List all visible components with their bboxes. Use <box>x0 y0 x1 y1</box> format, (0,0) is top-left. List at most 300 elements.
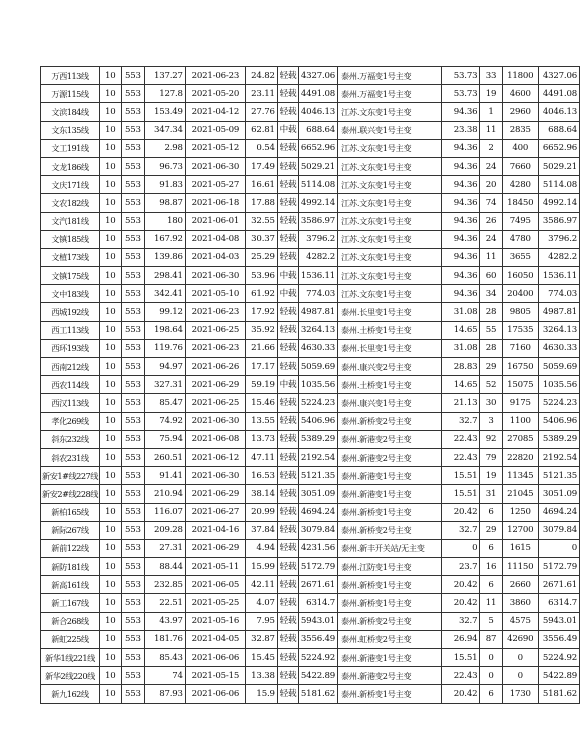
current-cell: 91.83 <box>145 176 186 194</box>
user-count-cell: 2 <box>480 139 502 157</box>
current-cell: 98.87 <box>145 194 186 212</box>
date-cell: 2021-06-26 <box>185 358 245 376</box>
load-rate-cell: 17.17 <box>246 358 278 376</box>
date-cell: 2021-06-25 <box>185 321 245 339</box>
transformer-cell: 泰州.新港变2号主变 <box>338 667 442 685</box>
rating-cell: 553 <box>121 157 145 175</box>
transformer-cell: 泰州.新桥变2号主变 <box>338 412 442 430</box>
load-status-cell: 中载 <box>277 121 298 139</box>
user-count-cell: 28 <box>480 303 502 321</box>
available-cell: 4282.2 <box>538 248 579 266</box>
transformer-cell: 泰州.虹桥变2号主变 <box>338 630 442 648</box>
available-cell: 5422.89 <box>538 667 579 685</box>
load-status-cell: 轻载 <box>277 230 298 248</box>
capacity-cell: 1250 <box>502 503 538 521</box>
user-count-cell: 24 <box>480 230 502 248</box>
current-cell: 96.73 <box>145 157 186 175</box>
line-name-cell: 文中183线 <box>41 285 100 303</box>
load-status-cell: 轻载 <box>277 612 298 630</box>
transformer-cell: 江苏.文东变1号主变 <box>338 248 442 266</box>
rating-cell: 553 <box>121 339 145 357</box>
capacity-cell: 4600 <box>502 85 538 103</box>
table-row <box>41 358 580 376</box>
margin-cell: 2671.61 <box>299 576 338 594</box>
margin-cell: 5059.69 <box>299 358 338 376</box>
date-cell: 2021-06-06 <box>185 649 245 667</box>
table-row <box>41 649 580 667</box>
table-row <box>41 339 580 357</box>
available-cell: 2192.54 <box>538 448 579 466</box>
rating-cell: 553 <box>121 103 145 121</box>
user-count-cell: 74 <box>480 194 502 212</box>
current-cell: 260.51 <box>145 448 186 466</box>
load-rate-cell: 7.95 <box>246 612 278 630</box>
capacity-cell: 27085 <box>502 430 538 448</box>
available-cell: 5389.29 <box>538 430 579 448</box>
transformer-cell: 泰州.新丰开关站/无主变 <box>338 539 442 557</box>
margin-cell: 3079.84 <box>299 521 338 539</box>
transformer-cell: 江苏.文东变1号主变 <box>338 212 442 230</box>
voltage-cell: 10 <box>99 67 121 85</box>
date-cell: 2021-06-27 <box>185 503 245 521</box>
voltage-cell: 10 <box>99 285 121 303</box>
transformer-load-cell: 32.7 <box>441 521 480 539</box>
capacity-cell: 7495 <box>502 212 538 230</box>
load-rate-cell: 20.99 <box>246 503 278 521</box>
load-status-cell: 轻载 <box>277 594 298 612</box>
line-name-cell: 新虹225线 <box>41 630 100 648</box>
line-name-cell: 孝化269线 <box>41 412 100 430</box>
user-count-cell: 30 <box>480 394 502 412</box>
voltage-cell: 10 <box>99 685 121 703</box>
available-cell: 4630.33 <box>538 339 579 357</box>
user-count-cell: 29 <box>480 521 502 539</box>
margin-cell: 5121.35 <box>299 467 338 485</box>
transformer-load-cell: 14.65 <box>441 376 480 394</box>
capacity-cell: 9805 <box>502 303 538 321</box>
table-row <box>41 630 580 648</box>
user-count-cell: 11 <box>480 121 502 139</box>
date-cell: 2021-06-06 <box>185 685 245 703</box>
voltage-cell: 10 <box>99 412 121 430</box>
transformer-cell: 泰州.新桥变1号主变 <box>338 685 442 703</box>
user-count-cell: 33 <box>480 67 502 85</box>
user-count-cell: 92 <box>480 430 502 448</box>
table-row <box>41 594 580 612</box>
transformer-load-cell: 0 <box>441 539 480 557</box>
table-row <box>41 485 580 503</box>
table-row <box>41 230 580 248</box>
capacity-cell: 400 <box>502 139 538 157</box>
load-rate-cell: 21.66 <box>246 339 278 357</box>
load-status-cell: 轻载 <box>277 467 298 485</box>
rating-cell: 553 <box>121 376 145 394</box>
transformer-load-cell: 94.36 <box>441 176 480 194</box>
margin-cell: 3264.13 <box>299 321 338 339</box>
load-status-cell: 轻载 <box>277 103 298 121</box>
margin-cell: 5943.01 <box>299 612 338 630</box>
date-cell: 2021-05-09 <box>185 121 245 139</box>
transformer-load-cell: 15.51 <box>441 467 480 485</box>
transformer-cell: 泰州.新桥变1号主变 <box>338 594 442 612</box>
date-cell: 2021-04-05 <box>185 630 245 648</box>
rating-cell: 553 <box>121 139 145 157</box>
date-cell: 2021-06-08 <box>185 430 245 448</box>
load-rate-cell: 16.61 <box>246 176 278 194</box>
date-cell: 2021-06-23 <box>185 339 245 357</box>
load-status-cell: 轻载 <box>277 321 298 339</box>
voltage-cell: 10 <box>99 248 121 266</box>
transformer-cell: 泰州.新桥变1号主变 <box>338 503 442 521</box>
margin-cell: 4992.14 <box>299 194 338 212</box>
date-cell: 2021-06-05 <box>185 576 245 594</box>
table-row <box>41 448 580 466</box>
line-name-cell: 新际267线 <box>41 521 100 539</box>
user-count-cell: 60 <box>480 267 502 285</box>
user-count-cell: 79 <box>480 448 502 466</box>
user-count-cell: 34 <box>480 285 502 303</box>
rating-cell: 553 <box>121 430 145 448</box>
date-cell: 2021-06-29 <box>185 539 245 557</box>
transformer-cell: 泰州.新港变1号主变 <box>338 485 442 503</box>
available-cell: 5224.92 <box>538 649 579 667</box>
rating-cell: 553 <box>121 558 145 576</box>
voltage-cell: 10 <box>99 448 121 466</box>
user-count-cell: 0 <box>480 649 502 667</box>
available-cell: 4327.06 <box>538 67 579 85</box>
load-status-cell: 轻载 <box>277 67 298 85</box>
rating-cell: 553 <box>121 448 145 466</box>
user-count-cell: 26 <box>480 212 502 230</box>
transformer-load-cell: 22.43 <box>441 448 480 466</box>
transformer-cell: 泰州.土桥变1号主变 <box>338 376 442 394</box>
rating-cell: 553 <box>121 212 145 230</box>
current-cell: 27.31 <box>145 539 186 557</box>
load-status-cell: 轻载 <box>277 176 298 194</box>
rating-cell: 553 <box>121 630 145 648</box>
user-count-cell: 20 <box>480 176 502 194</box>
transformer-load-cell: 94.36 <box>441 285 480 303</box>
line-name-cell: 新高161线 <box>41 576 100 594</box>
line-name-cell: 斜农231线 <box>41 448 100 466</box>
capacity-cell: 2960 <box>502 103 538 121</box>
current-cell: 298.41 <box>145 267 186 285</box>
table-row <box>41 430 580 448</box>
rating-cell: 553 <box>121 194 145 212</box>
current-cell: 2.98 <box>145 139 186 157</box>
capacity-cell: 4780 <box>502 230 538 248</box>
available-cell: 4491.08 <box>538 85 579 103</box>
rating-cell: 553 <box>121 85 145 103</box>
date-cell: 2021-06-30 <box>185 412 245 430</box>
available-cell: 3079.84 <box>538 521 579 539</box>
user-count-cell: 16 <box>480 558 502 576</box>
date-cell: 2021-06-23 <box>185 67 245 85</box>
table-row <box>41 67 580 85</box>
user-count-cell: 11 <box>480 594 502 612</box>
transformer-load-cell: 20.42 <box>441 503 480 521</box>
line-name-cell: 文农182线 <box>41 194 100 212</box>
transformer-load-cell: 94.36 <box>441 212 480 230</box>
rating-cell: 553 <box>121 248 145 266</box>
table-row <box>41 285 580 303</box>
current-cell: 22.51 <box>145 594 186 612</box>
voltage-cell: 10 <box>99 485 121 503</box>
available-cell: 5059.69 <box>538 358 579 376</box>
available-cell: 3264.13 <box>538 321 579 339</box>
load-status-cell: 轻载 <box>277 339 298 357</box>
capacity-cell: 1615 <box>502 539 538 557</box>
table-row <box>41 503 580 521</box>
load-status-cell: 轻载 <box>277 649 298 667</box>
transformer-load-cell: 26.94 <box>441 630 480 648</box>
load-rate-cell: 15.46 <box>246 394 278 412</box>
line-name-cell: 文东135线 <box>41 121 100 139</box>
transformer-cell: 泰州.联兴变1号主变 <box>338 121 442 139</box>
load-rate-cell: 62.81 <box>246 121 278 139</box>
rating-cell: 553 <box>121 285 145 303</box>
date-cell: 2021-06-29 <box>185 376 245 394</box>
capacity-cell: 42690 <box>502 630 538 648</box>
load-rate-cell: 15.99 <box>246 558 278 576</box>
current-cell: 75.94 <box>145 430 186 448</box>
current-cell: 116.07 <box>145 503 186 521</box>
voltage-cell: 10 <box>99 467 121 485</box>
load-status-cell: 中载 <box>277 376 298 394</box>
capacity-cell: 11150 <box>502 558 538 576</box>
margin-cell: 5029.21 <box>299 157 338 175</box>
margin-cell: 5114.08 <box>299 176 338 194</box>
margin-cell: 688.64 <box>299 121 338 139</box>
transformer-load-cell: 15.51 <box>441 649 480 667</box>
transformer-cell: 江苏.文东变1号主变 <box>338 139 442 157</box>
line-name-cell: 文工191线 <box>41 139 100 157</box>
transformer-load-cell: 94.36 <box>441 194 480 212</box>
line-name-cell: 新合268线 <box>41 612 100 630</box>
available-cell: 3051.09 <box>538 485 579 503</box>
current-cell: 74.92 <box>145 412 186 430</box>
margin-cell: 2192.54 <box>299 448 338 466</box>
line-name-cell: 西环193线 <box>41 339 100 357</box>
margin-cell: 5406.96 <box>299 412 338 430</box>
margin-cell: 3051.09 <box>299 485 338 503</box>
load-status-cell: 轻载 <box>277 576 298 594</box>
line-name-cell: 万源115线 <box>41 85 100 103</box>
table-row <box>41 467 580 485</box>
capacity-cell: 17535 <box>502 321 538 339</box>
load-rate-cell: 15.9 <box>246 685 278 703</box>
table-row <box>41 558 580 576</box>
transformer-cell: 泰州.新港变1号主变 <box>338 649 442 667</box>
transformer-load-cell: 53.73 <box>441 67 480 85</box>
line-name-cell: 新九162线 <box>41 685 100 703</box>
transformer-cell: 泰州.新桥变1号主变 <box>338 576 442 594</box>
available-cell: 688.64 <box>538 121 579 139</box>
transformer-cell: 泰州.新港变2号主变 <box>338 448 442 466</box>
capacity-cell: 1100 <box>502 412 538 430</box>
load-status-cell: 轻载 <box>277 430 298 448</box>
transformer-cell: 江苏.文东变1号主变 <box>338 230 442 248</box>
margin-cell: 5224.23 <box>299 394 338 412</box>
date-cell: 2021-05-12 <box>185 139 245 157</box>
load-rate-cell: 17.92 <box>246 303 278 321</box>
current-cell: 137.27 <box>145 67 186 85</box>
current-cell: 232.85 <box>145 576 186 594</box>
user-count-cell: 11 <box>480 248 502 266</box>
load-rate-cell: 30.37 <box>246 230 278 248</box>
load-rate-cell: 37.84 <box>246 521 278 539</box>
user-count-cell: 3 <box>480 412 502 430</box>
load-rate-cell: 35.92 <box>246 321 278 339</box>
voltage-cell: 10 <box>99 121 121 139</box>
date-cell: 2021-05-16 <box>185 612 245 630</box>
capacity-cell: 22820 <box>502 448 538 466</box>
table-row <box>41 612 580 630</box>
margin-cell: 3556.49 <box>299 630 338 648</box>
line-name-cell: 新安2#线228线 <box>41 485 100 503</box>
current-cell: 153.49 <box>145 103 186 121</box>
capacity-cell: 0 <box>502 667 538 685</box>
current-cell: 198.64 <box>145 321 186 339</box>
date-cell: 2021-06-01 <box>185 212 245 230</box>
transformer-cell: 江苏.文东变1号主变 <box>338 194 442 212</box>
load-rate-cell: 53.96 <box>246 267 278 285</box>
transformer-cell: 泰州.长里变1号主变 <box>338 339 442 357</box>
available-cell: 774.03 <box>538 285 579 303</box>
current-cell: 180 <box>145 212 186 230</box>
transformer-load-cell: 94.36 <box>441 157 480 175</box>
line-name-cell: 文汽181线 <box>41 212 100 230</box>
date-cell: 2021-05-10 <box>185 285 245 303</box>
rating-cell: 553 <box>121 230 145 248</box>
transformer-cell: 泰州.新港变1号主变 <box>338 467 442 485</box>
margin-cell: 3796.2 <box>299 230 338 248</box>
transformer-cell: 泰州.土桥变1号主变 <box>338 321 442 339</box>
transformer-cell: 江苏.文东变1号主变 <box>338 285 442 303</box>
table-row <box>41 685 580 703</box>
user-count-cell: 1 <box>480 103 502 121</box>
load-rate-cell: 15.45 <box>246 649 278 667</box>
date-cell: 2021-04-16 <box>185 521 245 539</box>
table-row <box>41 248 580 266</box>
table-row <box>41 521 580 539</box>
margin-cell: 5172.79 <box>299 558 338 576</box>
table-row <box>41 139 580 157</box>
transformer-cell: 泰州.江防变1号主变 <box>338 558 442 576</box>
available-cell: 4046.13 <box>538 103 579 121</box>
margin-cell: 5181.62 <box>299 685 338 703</box>
capacity-cell: 20400 <box>502 285 538 303</box>
voltage-cell: 10 <box>99 630 121 648</box>
load-rate-cell: 32.87 <box>246 630 278 648</box>
rating-cell: 553 <box>121 412 145 430</box>
current-cell: 210.94 <box>145 485 186 503</box>
rating-cell: 553 <box>121 321 145 339</box>
voltage-cell: 10 <box>99 212 121 230</box>
margin-cell: 1035.56 <box>299 376 338 394</box>
load-rate-cell: 4.07 <box>246 594 278 612</box>
load-status-cell: 轻载 <box>277 503 298 521</box>
load-status-cell: 轻载 <box>277 212 298 230</box>
load-rate-cell: 59.19 <box>246 376 278 394</box>
transformer-cell: 泰州.长里变1号主变 <box>338 303 442 321</box>
transformer-load-cell: 15.51 <box>441 485 480 503</box>
available-cell: 6314.7 <box>538 594 579 612</box>
transformer-load-cell: 94.36 <box>441 267 480 285</box>
transformer-load-cell: 31.08 <box>441 339 480 357</box>
rating-cell: 553 <box>121 649 145 667</box>
load-status-cell: 中载 <box>277 267 298 285</box>
rating-cell: 553 <box>121 303 145 321</box>
table-row <box>41 394 580 412</box>
load-status-cell: 轻载 <box>277 248 298 266</box>
user-count-cell: 19 <box>480 467 502 485</box>
date-cell: 2021-06-30 <box>185 267 245 285</box>
load-status-cell: 轻载 <box>277 157 298 175</box>
voltage-cell: 10 <box>99 539 121 557</box>
available-cell: 5943.01 <box>538 612 579 630</box>
user-count-cell: 5 <box>480 612 502 630</box>
date-cell: 2021-05-27 <box>185 176 245 194</box>
capacity-cell: 0 <box>502 649 538 667</box>
margin-cell: 4231.56 <box>299 539 338 557</box>
voltage-cell: 10 <box>99 157 121 175</box>
date-cell: 2021-06-30 <box>185 157 245 175</box>
capacity-cell: 7660 <box>502 157 538 175</box>
current-cell: 85.43 <box>145 649 186 667</box>
user-count-cell: 19 <box>480 85 502 103</box>
current-cell: 127.8 <box>145 85 186 103</box>
transformer-load-cell: 32.7 <box>441 412 480 430</box>
line-name-cell: 西南212线 <box>41 358 100 376</box>
voltage-cell: 10 <box>99 321 121 339</box>
load-status-cell: 轻载 <box>277 630 298 648</box>
line-name-cell: 文植173线 <box>41 248 100 266</box>
rating-cell: 553 <box>121 612 145 630</box>
current-cell: 167.92 <box>145 230 186 248</box>
available-cell: 5121.35 <box>538 467 579 485</box>
table-row <box>41 85 580 103</box>
rating-cell: 553 <box>121 485 145 503</box>
voltage-cell: 10 <box>99 430 121 448</box>
capacity-cell: 16050 <box>502 267 538 285</box>
voltage-cell: 10 <box>99 176 121 194</box>
user-count-cell: 28 <box>480 339 502 357</box>
capacity-cell: 4575 <box>502 612 538 630</box>
load-status-cell: 轻载 <box>277 448 298 466</box>
table-row <box>41 539 580 557</box>
current-cell: 91.41 <box>145 467 186 485</box>
transformer-load-cell: 23.7 <box>441 558 480 576</box>
rating-cell: 553 <box>121 267 145 285</box>
transformer-load-cell: 53.73 <box>441 85 480 103</box>
margin-cell: 4282.2 <box>299 248 338 266</box>
load-status-cell: 轻载 <box>277 539 298 557</box>
capacity-cell: 18450 <box>502 194 538 212</box>
user-count-cell: 52 <box>480 376 502 394</box>
voltage-cell: 10 <box>99 376 121 394</box>
voltage-cell: 10 <box>99 594 121 612</box>
available-cell: 3586.97 <box>538 212 579 230</box>
transformer-load-cell: 20.42 <box>441 685 480 703</box>
available-cell: 5224.23 <box>538 394 579 412</box>
load-status-cell: 轻载 <box>277 358 298 376</box>
current-cell: 85.47 <box>145 394 186 412</box>
current-cell: 347.34 <box>145 121 186 139</box>
load-status-cell: 轻载 <box>277 394 298 412</box>
current-cell: 209.28 <box>145 521 186 539</box>
available-cell: 5172.79 <box>538 558 579 576</box>
